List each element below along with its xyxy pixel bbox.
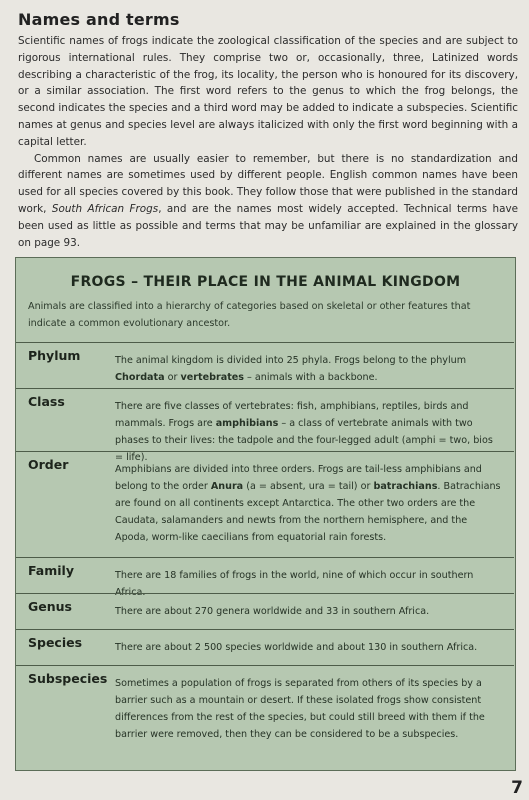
- row-species: [16, 629, 514, 665]
- bold-term: vertebrates: [180, 372, 244, 383]
- row-term: Phylum: [28, 348, 81, 363]
- text-run: – a class of vertebrate animals with two phases to their lives: the tadpole and the four-legged adult (amphi = two, bios = life).: [115, 418, 493, 463]
- bold-term: Chordata: [115, 372, 165, 383]
- row-description: [115, 352, 501, 386]
- row-term: Family: [28, 563, 74, 578]
- paragraph-common-names-part1: Common names are usually easier to remember, but there is no standardization and different names are sometimes used by different people. English common names have been used for all species covered by this book. They follow those that were published in the standard work,: [18, 152, 518, 215]
- text-run: or: [164, 372, 181, 383]
- row-term: Species: [28, 635, 83, 650]
- text-run: There are about 2 500 species worldwide and about 130 in southern Africa.: [115, 642, 478, 653]
- classification-panel: [15, 257, 516, 771]
- row-phylum: [16, 342, 514, 388]
- book-title-italic: South African Frogs: [51, 202, 159, 215]
- body-text: [18, 33, 518, 251]
- bold-term: batrachians: [373, 481, 438, 492]
- row-family: [16, 557, 514, 598]
- text-run: There are 18 families of frogs in the world, nine of which occur in southern Africa.: [115, 570, 474, 598]
- panel-title: FROGS – THEIR PLACE IN THE ANIMAL KINGDOM: [70, 274, 461, 290]
- bold-term: amphibians: [215, 418, 279, 429]
- text-run: The animal kingdom is divided into 25 phyla. Frogs belong to the phylum: [115, 355, 467, 366]
- row-description: [115, 675, 501, 743]
- text-run: – animals with a backbone.: [244, 372, 378, 383]
- text-run: There are about 270 genera worldwide and 33 in southern Africa.: [115, 606, 430, 617]
- bold-term: Anura: [210, 481, 244, 492]
- text-run: Sometimes a population of frogs is separated from others of its species by a barrier such as a mountain or desert. If these isolated frogs show consistent differences from the rest of the species, but could still breed with them if the barrier were removed, then they can be considered to be a subspecies.: [115, 678, 485, 740]
- text-run: (a = absent, ura = tail) or: [243, 481, 374, 492]
- section-heading: Names and terms: [18, 10, 180, 29]
- row-description: [115, 603, 501, 620]
- text-run: Amphibians are divided into three orders. Frogs are tail-less amphibians and belong to the order: [115, 464, 482, 492]
- row-subspecies: [16, 665, 514, 754]
- text-run: There are five classes of vertebrates: fish, amphibians, reptiles, birds and mammals. Frogs are: [115, 401, 469, 429]
- row-class: [16, 388, 514, 463]
- row-order: [16, 451, 514, 557]
- row-genus: [16, 593, 514, 629]
- row-term: Order: [28, 457, 69, 472]
- row-term: Class: [28, 394, 65, 409]
- paragraph-common-names: [18, 151, 518, 252]
- row-description: [115, 639, 501, 656]
- panel-intro: Animals are classified into a hierarchy of categories based on skeletal or other features that indicate a common evolutionary ancestor.: [28, 301, 471, 329]
- row-description: [115, 461, 501, 546]
- row-term: Subspecies: [28, 671, 108, 686]
- paragraph-common-names-part2: , and are the names most widely accepted. Technical terms have been used as little as possible and terms that may be unfamiliar are explained in the glossary on page 93.: [18, 202, 518, 249]
- paragraph-scientific-names: Scientific names of frogs indicate the zoological classification of the species and are subject to rigorous international rules. They comprise two or, occasionally, three, Latinized words describing a characteristic of the frog, its locality, the person who is honoured for its discovery, or a similar association. The first word refers to the genus to which the frog belongs, the second indicates the species and a third word may be added to indicate a subspecies. Scientific names at genus and species level are always italicized with only the first word beginning with a capital letter.: [18, 35, 518, 148]
- text-run: . Batrachians are found on all continents except Antarctica. The other two orders are the Caudata, salamanders and newts from the northern hemisphere, and the Apoda, worm-like caecilians from equatorial rain forests.: [115, 481, 501, 543]
- classification-table: [16, 342, 514, 754]
- page-number: 7: [511, 778, 523, 798]
- row-term: Genus: [28, 599, 72, 614]
